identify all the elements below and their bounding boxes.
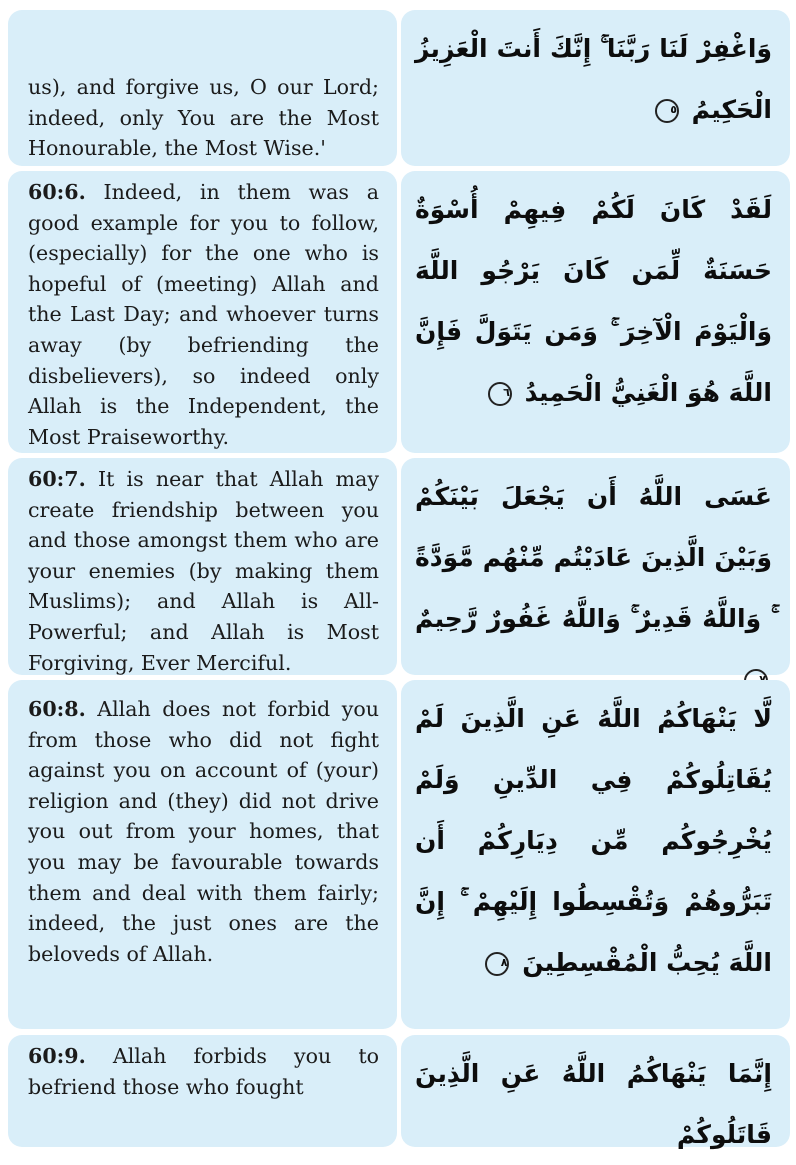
ayah-number-marker: ٥ [655,99,679,123]
verse-arabic-text: وَاغْفِرْ لَنَا رَبَّنَا ۚ إِنَّكَ أَنتَ الْعَزِيزُ الْحَكِيمُ [415,34,772,124]
verse-reference: 60:8. [28,697,86,721]
verse-block-60-7 [8,458,790,675]
english-translation [8,680,397,1029]
verse-translation-text: Allah does not forbid you from those who did not fight against you on account of (your) religion and (they) did not drive you out from your homes, that you may be favourable towards them and deal with them fairly; indeed, the just ones are the beloveds of Allah. [28,697,379,966]
arabic-text [401,680,790,1029]
verse-reference: 60:6. [28,180,86,204]
verse-block-60-9 [8,1035,790,1147]
verse-translation-text: Allah forbids you to befriend those who fought [28,1044,379,1099]
ayah-number-marker: ٨ [485,952,509,976]
verse-reference: 60:7. [28,467,86,491]
arabic-text [401,10,790,166]
english-translation [8,458,397,675]
verse-translation-text: us), and forgive us, O our Lord; indeed, only You are the Most Honourable, the Most Wise.' [28,75,379,161]
verse-arabic-text: لَقَدْ كَانَ لَكُمْ فِيهِمْ أُسْوَةٌ حَسَنَةٌ لِّمَن كَانَ يَرْجُو اللَّهَ وَالْيَوْمَ الْآخِرَ ۚ وَمَن يَتَوَلَّ فَإِنَّ اللَّهَ هُوَ الْغَنِيُّ الْحَمِيدُ [415,195,772,407]
verse-block-60-6 [8,171,790,453]
verse-arabic-text: إِنَّمَا يَنْهَاكُمُ اللَّهُ عَنِ الَّذِينَ قَاتَلُوكُمْ [415,1059,772,1149]
verse-block-60-5 [8,10,790,166]
english-translation [8,171,397,453]
arabic-text [401,171,790,453]
english-translation [8,10,397,166]
verse-arabic-text: عَسَى اللَّهُ أَن يَجْعَلَ بَيْنَكُمْ وَبَيْنَ الَّذِينَ عَادَيْتُم مِّنْهُم مَّوَدَّةً ۚ وَاللَّهُ قَدِيرٌ ۚ وَاللَّهُ غَفُورٌ رَّحِيمٌ [415,482,772,633]
verse-translation-text: It is near that Allah may create friendship between you and those amongst them who are your enemies (by making them Muslims); and Allah is All-Powerful; and Allah is Most Forgiving, Ever Merciful. [28,467,379,675]
ayah-number-marker: ٦ [488,382,512,406]
verse-block-60-8 [8,680,790,1029]
verse-arabic-text: لَّا يَنْهَاكُمُ اللَّهُ عَنِ الَّذِينَ لَمْ يُقَاتِلُوكُمْ فِي الدِّينِ وَلَمْ يُخْرِجُوكُم مِّن دِيَارِكُمْ أَن تَبَرُّوهُمْ وَتُقْسِطُوا إِلَيْهِمْ ۚ إِنَّ اللَّهَ يُحِبُّ الْمُقْسِطِينَ [415,704,772,977]
verse-reference: 60:9. [28,1044,86,1068]
english-translation [8,1035,397,1147]
arabic-text [401,458,790,675]
verse-translation-text: Indeed, in them was a good example for you to follow, (especially) for the one who is hopeful of (meeting) Allah and the Last Day; and whoever turns away (by befriending the disbelievers), so indeed only Allah is the Independent, the Most Praiseworthy. [28,180,380,449]
arabic-text [401,1035,790,1147]
